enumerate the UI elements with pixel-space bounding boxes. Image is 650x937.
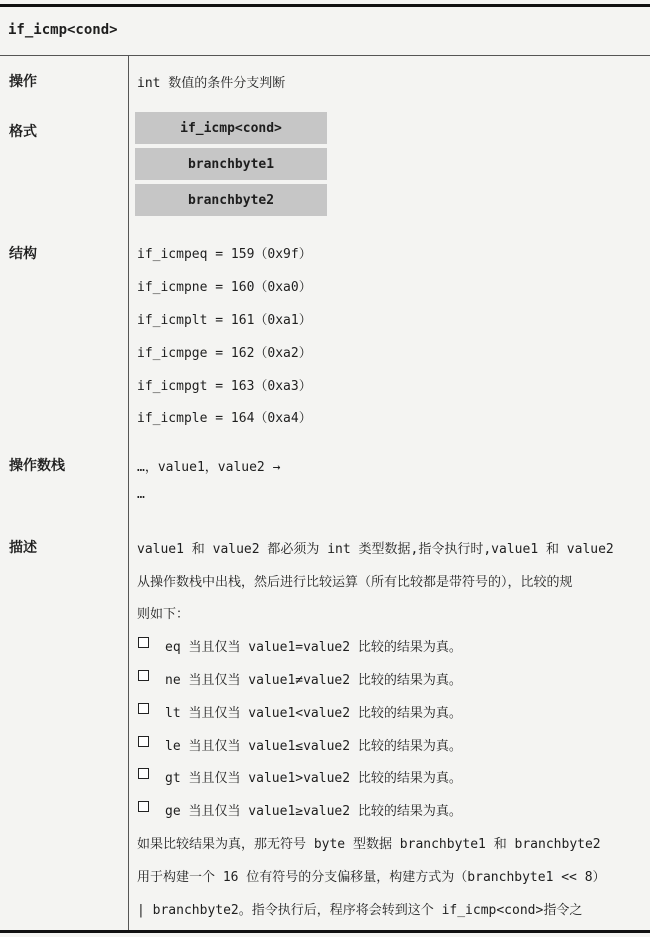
column-divider	[128, 56, 129, 930]
structure-line: if_icmpeq = 159（0x9f）	[137, 247, 312, 262]
stack-line: …，value1，value2 →	[137, 460, 281, 475]
structure-line: if_icmplt = 161（0xa1）	[137, 313, 312, 328]
format-box-opcode: if_icmp<cond>	[135, 112, 327, 144]
rule-item: lt 当且仅当 value1<value2 比较的结果为真。	[165, 706, 462, 721]
table-title: if_icmp<cond>	[8, 22, 118, 38]
checkbox-bullet-icon	[138, 637, 149, 648]
description-line: value1 和 value2 都必须为 int 类型数据,指令执行时,value1 和 value2	[137, 542, 614, 557]
description-label: 描述	[9, 540, 37, 556]
checkbox-bullet-icon	[138, 703, 149, 714]
stack-line: …	[137, 487, 145, 502]
operation-label: 操作	[9, 74, 37, 90]
bottom-rule	[0, 930, 650, 933]
rule-item: ge 当且仅当 value1≥value2 比较的结果为真。	[165, 804, 462, 819]
description-line: | branchbyte2。指令执行后，程序将会转到这个 if_icmp<cond>指令之	[137, 903, 583, 918]
top-rule	[0, 4, 650, 7]
rule-item: ne 当且仅当 value1≠value2 比较的结果为真。	[165, 673, 462, 688]
header-divider	[0, 55, 650, 56]
rule-item: le 当且仅当 value1≤value2 比较的结果为真。	[165, 739, 462, 754]
rule-item: gt 当且仅当 value1>value2 比较的结果为真。	[165, 771, 462, 786]
description-line: 用于构建一个 16 位有符号的分支偏移量，构建方式为（branchbyte1 << 8）	[137, 870, 606, 885]
description-line: 则如下：	[137, 607, 190, 622]
format-box-branchbyte1: branchbyte1	[135, 148, 327, 180]
checkbox-bullet-icon	[138, 736, 149, 747]
rule-item: eq 当且仅当 value1=value2 比较的结果为真。	[165, 640, 462, 655]
description-line: 如果比较结果为真，那无符号 byte 型数据 branchbyte1 和 branchbyte2	[137, 837, 601, 852]
structure-line: if_icmpgt = 163（0xa3）	[137, 379, 312, 394]
stack-label: 操作数栈	[9, 458, 65, 474]
structure-line: if_icmpge = 162（0xa2）	[137, 346, 312, 361]
checkbox-bullet-icon	[138, 801, 149, 812]
structure-label: 结构	[9, 246, 37, 262]
checkbox-bullet-icon	[138, 670, 149, 681]
format-box-branchbyte2: branchbyte2	[135, 184, 327, 216]
structure-line: if_icmple = 164（0xa4）	[137, 411, 312, 426]
checkbox-bullet-icon	[138, 768, 149, 779]
operation-value: int 数值的条件分支判断	[137, 76, 286, 91]
structure-line: if_icmpne = 160（0xa0）	[137, 280, 312, 295]
description-line: 从操作数栈中出栈，然后进行比较运算（所有比较都是带符号的），比较的规	[137, 575, 573, 590]
format-label: 格式	[9, 124, 37, 140]
